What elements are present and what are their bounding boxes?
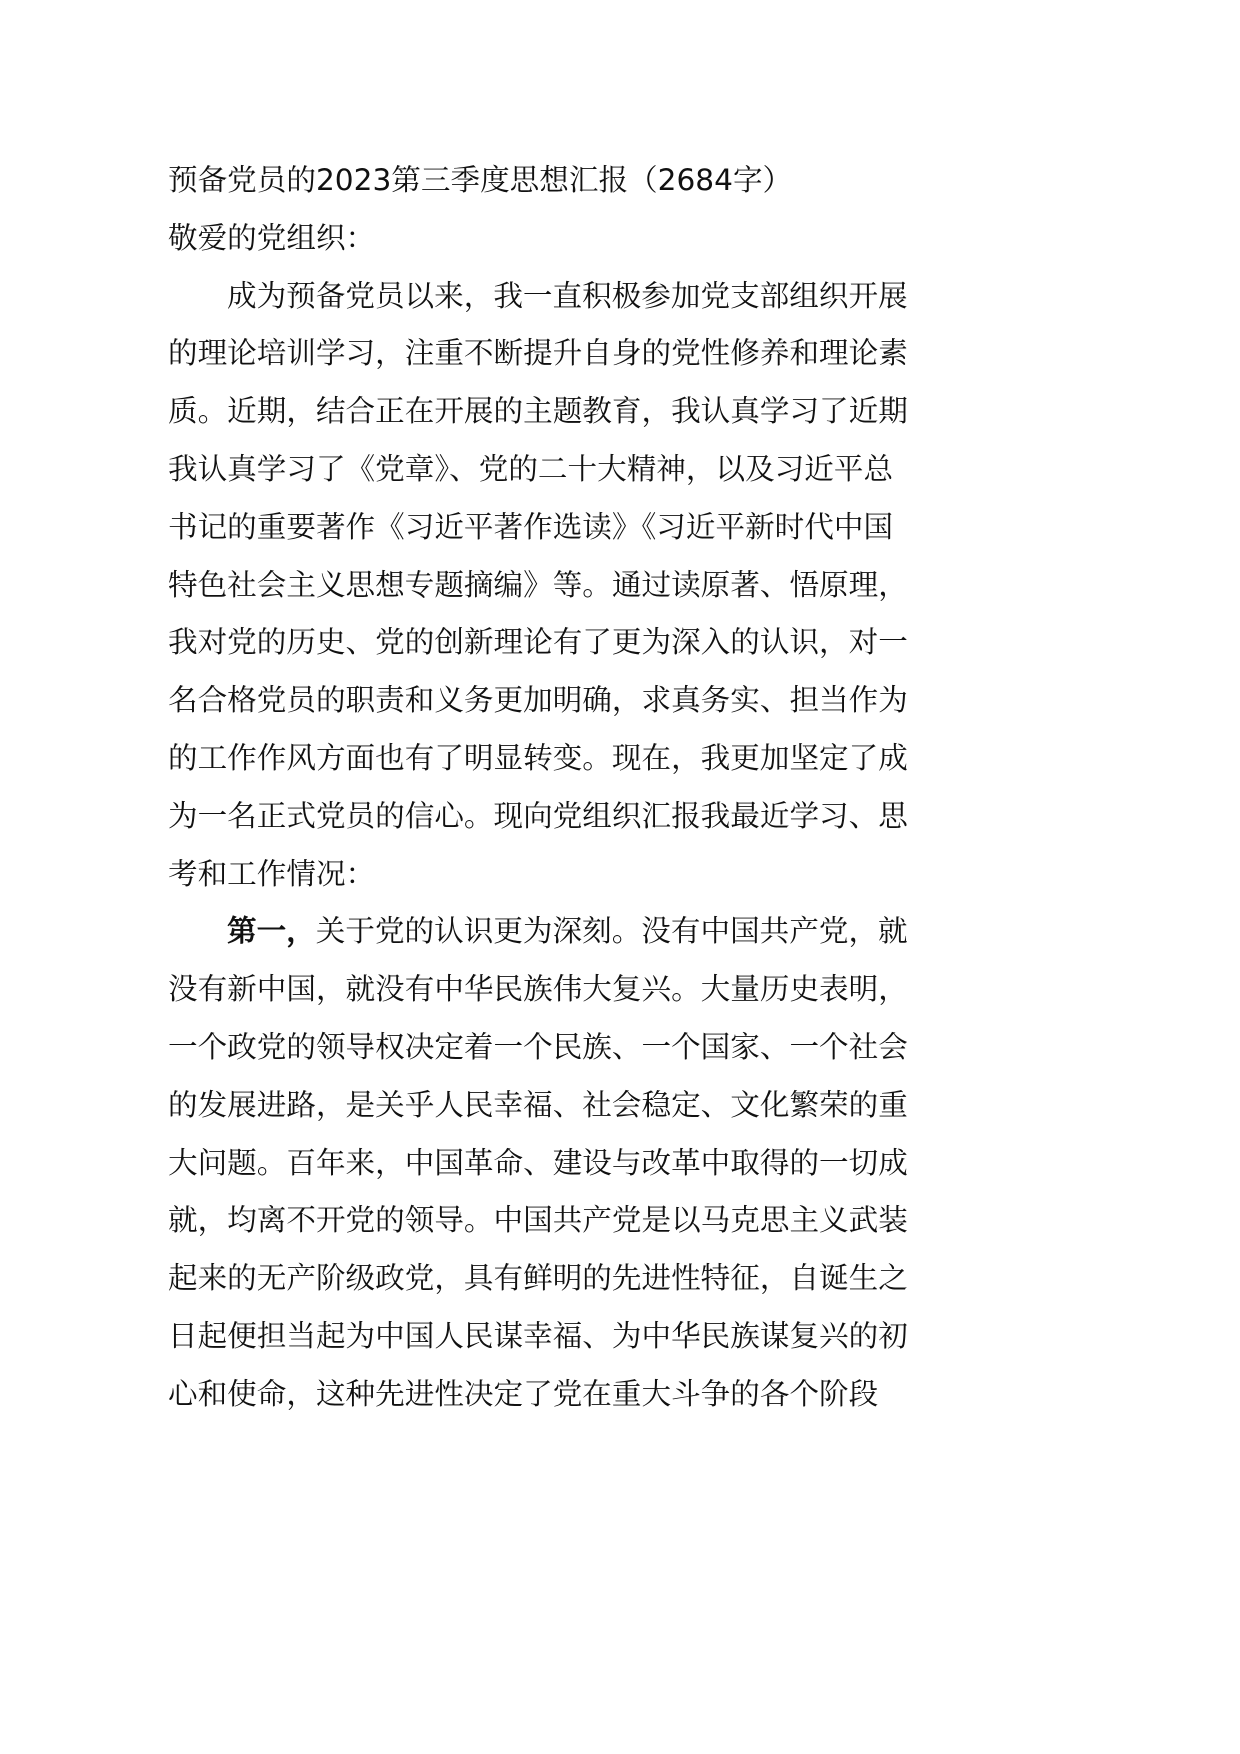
paragraph-intro bbox=[168, 268, 944, 904]
paragraph-line: 就，均离不开党的领导。中国共产党是以马克思主义武装 bbox=[168, 1203, 908, 1238]
paragraph-line: 质。近期，结合正在开展的主题教育，我认真学习了近期 bbox=[168, 394, 908, 429]
salutation: 敬爱的党组织： bbox=[168, 220, 376, 255]
paragraph-line: 成为预备党员以来，我一直积极参加党支部组织开展 bbox=[227, 278, 908, 313]
paragraph-line: 我认真学习了《党章》、党的二十大精神，以及习近平总 bbox=[168, 451, 894, 486]
paragraph-line: 的工作作风方面也有了明显转变。现在，我更加坚定了成 bbox=[168, 740, 908, 775]
paragraph-line: 为一名正式党员的信心。现向党组织汇报我最近学习、思 bbox=[168, 798, 908, 833]
section-lead-bold: 第一， bbox=[227, 914, 316, 949]
paragraph-line bbox=[168, 903, 944, 961]
document-title: 预备党员的2023第三季度思想汇报（2684字） bbox=[168, 163, 793, 197]
document-page bbox=[168, 152, 944, 1424]
section-lead-text: 关于党的认识更为深刻。没有中国共产党，就 bbox=[315, 914, 908, 949]
paragraph-first-point bbox=[168, 903, 944, 1423]
paragraph-line: 的发展进路，是关乎人民幸福、社会稳定、文化繁荣的重 bbox=[168, 1087, 908, 1122]
paragraph-line: 考和工作情况： bbox=[168, 856, 376, 891]
paragraph-line: 没有新中国，就没有中华民族伟大复兴。大量历史表明， bbox=[168, 972, 908, 1007]
paragraph-line: 特色社会主义思想专题摘编》等。通过读原著、悟原理， bbox=[168, 567, 908, 602]
paragraph-line: 名合格党员的职责和义务更加明确，求真务实、担当作为 bbox=[168, 683, 908, 718]
paragraph-line: 日起便担当起为中国人民谋幸福、为中华民族谋复兴的初 bbox=[168, 1318, 908, 1353]
paragraph-line: 书记的重要著作《习近平著作选读》《习近平新时代中国 bbox=[168, 509, 894, 544]
paragraph-line: 一个政党的领导权决定着一个民族、一个国家、一个社会 bbox=[168, 1029, 908, 1064]
paragraph-line: 我对党的历史、党的创新理论有了更为深入的认识，对一 bbox=[168, 625, 908, 660]
paragraph-line: 心和使命，这种先进性决定了党在重大斗争的各个阶段 bbox=[168, 1376, 879, 1411]
paragraph-line: 大问题。百年来，中国革命、建设与改革中取得的一切成 bbox=[168, 1145, 908, 1180]
paragraph-line: 起来的无产阶级政党，具有鲜明的先进性特征，自诞生之 bbox=[168, 1261, 908, 1296]
paragraph-line: 的理论培训学习，注重不断提升自身的党性修养和理论素 bbox=[168, 336, 908, 371]
